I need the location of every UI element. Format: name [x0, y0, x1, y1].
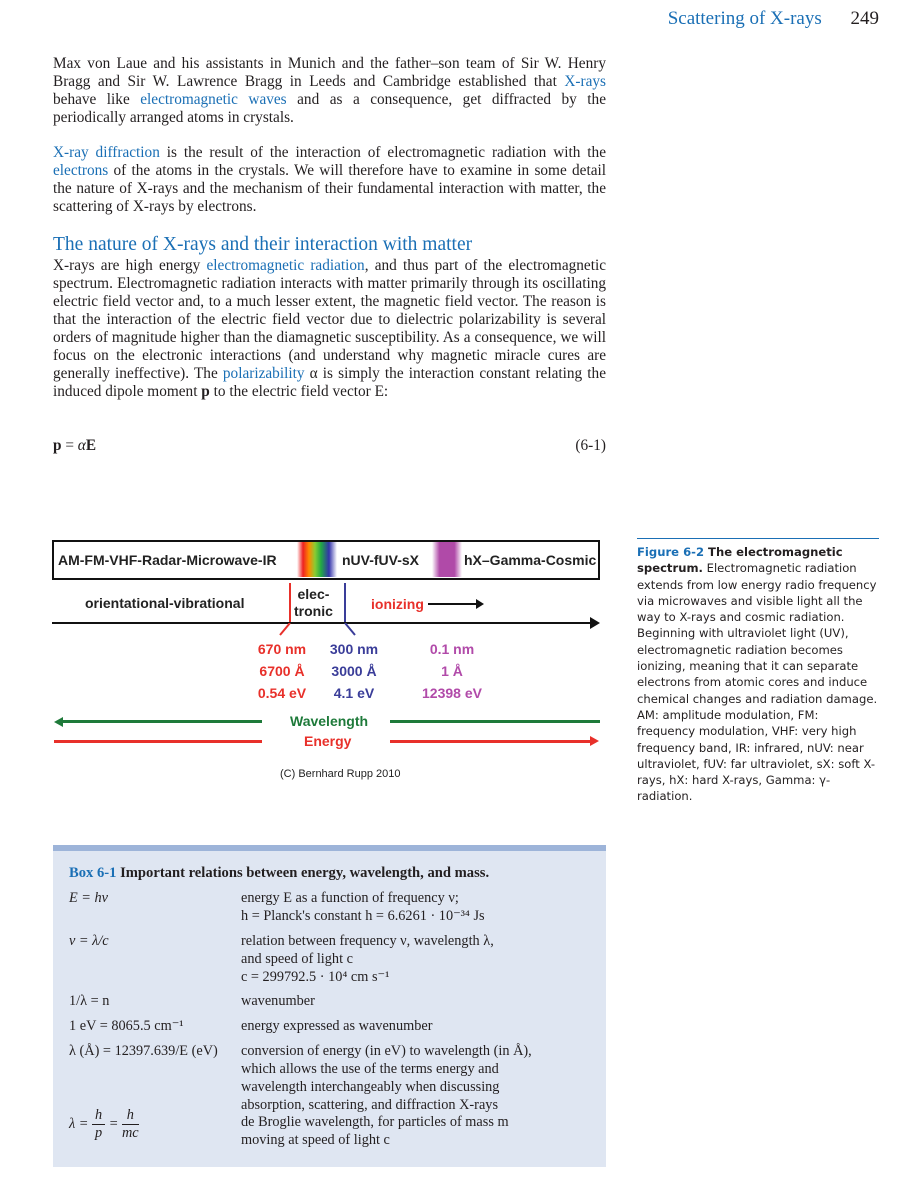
marker-red-values — [242, 638, 322, 704]
denominator: p — [95, 1125, 103, 1141]
paragraph-nature — [53, 257, 606, 401]
text: behave like — [53, 91, 141, 108]
text: elec- — [297, 586, 330, 602]
wavelength-arrow-right — [390, 720, 600, 723]
equation-number: (6-1) — [575, 437, 606, 454]
text: of the atoms in the crystals. We will therefore have to examine in some detail the nature of X-rays and the mechanism of their fundamental interaction with matter, the scattering of X-rays by electrons. — [53, 162, 606, 215]
text: is the result of the interaction of electromagnetic radiation with the — [159, 144, 606, 161]
value-nm: 670 nm — [257, 641, 307, 657]
text: which allows the use of the terms energy and — [241, 1061, 499, 1077]
eq-rhs: E — [85, 437, 97, 454]
fraction — [92, 1107, 105, 1142]
glossary-link-x-rays[interactable]: X-rays — [564, 73, 606, 90]
box-number: Box 6-1 — [69, 865, 117, 881]
eq-alpha: α — [77, 437, 86, 454]
arrow-head-icon — [476, 599, 484, 609]
blue-marker-line — [344, 583, 346, 623]
description — [241, 932, 591, 986]
description — [241, 1113, 591, 1149]
x-ray-band — [432, 542, 462, 577]
band-mid: nUV-fUV-sX — [342, 552, 420, 568]
figure-credit: (C) Bernhard Rupp 2010 — [280, 768, 401, 780]
description — [241, 1042, 591, 1114]
equation-6-1 — [53, 437, 606, 455]
text: absorption, scattering, and diffraction X-rays — [241, 1097, 499, 1113]
region-orientational: orientational-vibrational — [85, 595, 245, 611]
eq-sign: = — [61, 437, 78, 454]
marker-blue-values — [314, 638, 394, 704]
red-marker-line — [289, 583, 291, 623]
text: wavelength interchangeably when discussing — [241, 1079, 500, 1095]
section-heading: The nature of X-rays and their interaction with matter — [53, 234, 473, 255]
arrow-head-icon — [590, 617, 600, 629]
text: energy expressed as wavenumber — [241, 1018, 433, 1034]
numerator: h — [92, 1107, 105, 1125]
energy-arrow-right — [390, 740, 592, 743]
figure-caption — [637, 538, 879, 805]
spectrum-bar — [52, 540, 600, 580]
glossary-link-electromagnetic-radiation[interactable]: electromagnetic radiation — [206, 257, 365, 274]
text: p — [201, 383, 210, 400]
marker-connectors — [277, 623, 357, 637]
wavelength-arrow-left — [62, 720, 262, 723]
relation: 1 eV = 8065.5 cm⁻¹ — [69, 1018, 184, 1034]
running-head — [668, 8, 879, 30]
paragraph-intro — [53, 55, 606, 127]
page-number: 249 — [850, 8, 879, 29]
relation: λ (Å) = 12397.639/E (eV) — [69, 1043, 218, 1059]
description — [241, 889, 591, 925]
description — [241, 1017, 591, 1035]
glossary-link-electromagnetic-waves[interactable]: electromagnetic waves — [140, 91, 287, 108]
description — [241, 992, 591, 1010]
text: Max von Laue and his assistants in Munich and the father–son team of Sir W. Henry Bragg and Sir W. Lawrence Bragg in Leeds and Cambridge established that — [53, 55, 606, 90]
text: conversion of energy (in eV) to wavelength (in Å), — [241, 1043, 532, 1059]
energy-arrow-left — [54, 740, 262, 743]
text: λ = — [69, 1115, 89, 1132]
text: , and thus part of the electromagnetic spectrum. Electromagnetic radiation interacts with matter primarily through its oscillating electric field vector and, to a much lesser extent, the magnetic field vector. The reason is that the interaction of the electric field vector due to dielectric polarizability is several orders of magnitude higher than the diamagnetic susceptibility. As a consequence, we will focus on the electronic interactions (and understand why magnetic miracle cures are generally ineffective). The — [53, 257, 606, 382]
text: and as a consequence, get diffracted by the periodically arranged atoms in crystals. — [53, 91, 606, 126]
relation: E = hν — [69, 890, 109, 906]
ionizing-arrow — [428, 603, 478, 605]
box-title — [69, 865, 489, 882]
text: h = Planck's constant h = 6.6261 · 10⁻³⁴ Js — [241, 908, 485, 924]
caption-text: Electromagnetic radiation extends from low energy radio frequency via microwaves and visible light all the way to X-rays and cosmic radiation. Beginning with ultraviolet light (UV), electromagnetic radiation becomes ionizing, meaning that it can separate electrons from atomic cores and induce chemical changes and radiation damage. AM: amplitude modulation, FM: frequency modulation, VHF: very high frequency band, IR: infrared, nUV: near ultraviolet, fUV: far ultraviolet, sX: soft X-rays, hX: hard X-rays, Gamma: γ-radiation. — [637, 561, 878, 804]
value-angstrom: 3000 Å — [331, 663, 377, 679]
text: tronic — [294, 603, 333, 619]
fraction — [122, 1107, 139, 1142]
text: and speed of light c — [241, 951, 353, 967]
electromagnetic-spectrum-figure — [52, 538, 604, 788]
relation: 1/λ = n — [69, 993, 110, 1009]
marker-magenta-values — [407, 638, 497, 704]
region-electronic — [294, 586, 333, 620]
relation: ν = λ/c — [69, 933, 109, 949]
numerator: h — [122, 1107, 139, 1125]
text: wavenumber — [241, 993, 315, 1009]
figure-number: Figure 6-2 — [637, 545, 705, 559]
box-title-text: Important relations between energy, wavelength, and mass. — [116, 865, 490, 881]
visible-light-gradient — [297, 542, 337, 577]
value-angstrom: 6700 Å — [259, 663, 305, 679]
text: moving at speed of light c — [241, 1132, 390, 1148]
value-ev: 12398 eV — [422, 685, 482, 701]
text: relation between frequency ν, wavelength λ, — [241, 933, 494, 949]
region-ionizing: ionizing — [371, 596, 424, 612]
value-nm: 300 nm — [329, 641, 379, 657]
value-nm: 0.1 nm — [429, 641, 475, 657]
denominator: mc — [121, 1125, 139, 1141]
text: X-rays are high energy — [53, 257, 207, 274]
text: to the electric field vector E: — [209, 383, 389, 400]
energy-label: Energy — [304, 733, 352, 749]
value-ev: 4.1 eV — [333, 685, 375, 701]
band-low: AM-FM-VHF-Radar-Microwave-IR — [58, 552, 277, 568]
paragraph-diffraction — [53, 144, 606, 216]
eq-lhs: p — [53, 437, 62, 454]
value-ev: 0.54 eV — [257, 685, 307, 701]
wavelength-label: Wavelength — [290, 713, 369, 729]
glossary-link-x-ray-diffraction[interactable]: X-ray diffraction — [53, 144, 160, 161]
text: c = 299792.5 · 10⁴ cm s⁻¹ — [241, 969, 390, 985]
band-high: hX–Gamma-Cosmic — [464, 552, 597, 568]
text: α is simply the interaction constant relating the induced dipole moment — [53, 365, 606, 400]
info-box — [53, 845, 606, 1167]
glossary-link-electrons[interactable]: electrons — [53, 162, 109, 179]
de-broglie-formula: λ = $\frac{h}{p}$ = $\frac{h}{mc}$ — [69, 1107, 139, 1141]
arrow-right-icon — [590, 736, 599, 746]
chapter-title: Scattering of X-rays — [667, 8, 822, 29]
figure-title: The electromagnetic spectrum. — [637, 545, 843, 576]
glossary-link-polarizability[interactable]: polarizability — [222, 365, 305, 382]
text: energy E as a function of frequency ν; — [241, 890, 459, 906]
text: de Broglie wavelength, for particles of mass m — [241, 1114, 509, 1130]
value-angstrom: 1 Å — [441, 663, 463, 679]
